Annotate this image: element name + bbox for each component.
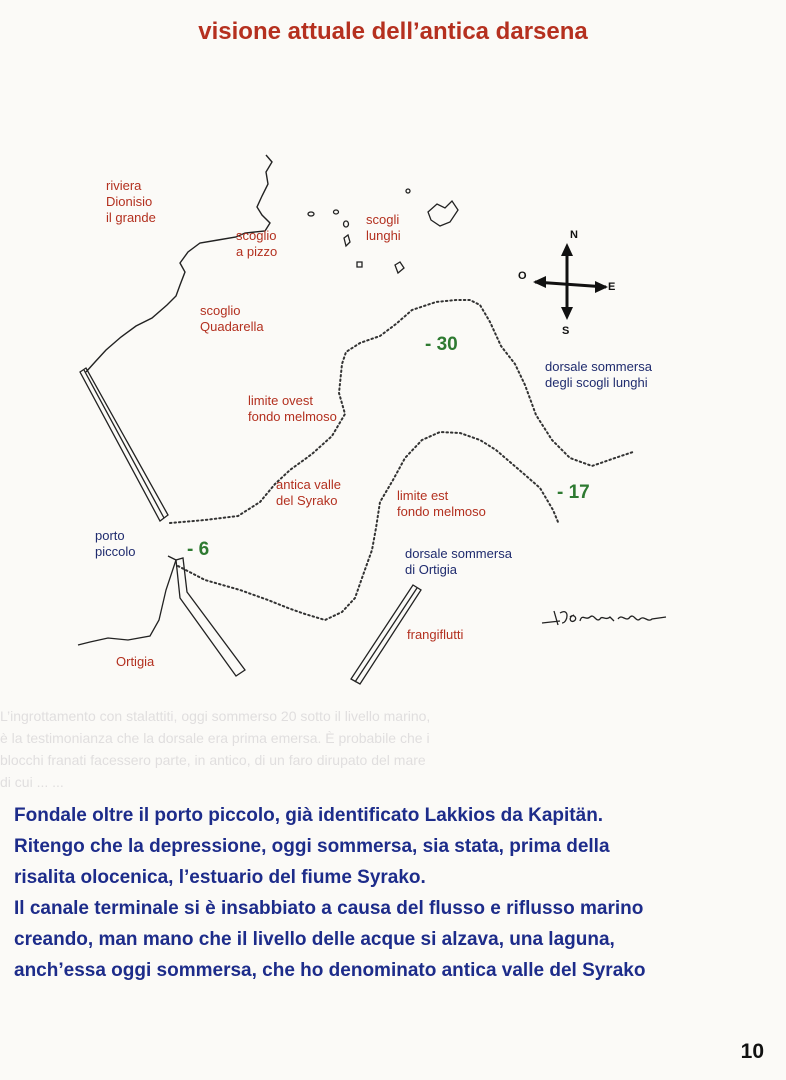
label-limite-ovest: limite ovest fondo melmoso <box>248 393 337 424</box>
label-scogli-lunghi: scogli lunghi <box>366 212 401 243</box>
depth-contours <box>170 300 633 620</box>
caption-line: creando, man mano che il livello delle acque si alzava, una laguna, <box>14 929 615 950</box>
caption-line: Il canale terminale si è insabbiato a causa del flusso e riflusso marino <box>14 898 644 919</box>
west-breakwater <box>80 368 168 521</box>
depth-30: - 30 <box>425 334 458 355</box>
label-antica-valle: antica valle del Syrako <box>276 477 342 508</box>
compass-o: O <box>518 270 527 282</box>
label-ortigia: Ortigia <box>116 654 155 669</box>
label-porto-piccolo: porto piccolo <box>95 528 136 559</box>
compass-s: S <box>562 325 570 337</box>
depth-6: - 6 <box>187 539 210 560</box>
label-scoglio-a-pizzo: scoglio a pizzo <box>236 228 278 259</box>
ortigia-coast <box>78 556 245 676</box>
contour-limite-est <box>178 432 558 620</box>
label-frangiflutti: frangiflutti <box>407 627 464 642</box>
label-limite-est: limite est fondo melmoso <box>397 488 486 519</box>
page-title: visione attuale dell’antica darsena <box>198 18 588 45</box>
caption-line: anch’essa oggi sommersa, che ho denominato antica valle del Syrako <box>14 960 646 981</box>
bleed-through-text: L’ingrottamento con stalattiti, oggi sommerso 20 sotto il livello marino, è la testimonianza che la dorsale era prima emersa. È probabile che i blocchi franati facessero parte, in antico, di un faro dirupato del mare di cui ... ... <box>0 708 431 790</box>
label-dorsale-scogli-lunghi: dorsale sommersa degli scogli lunghi <box>545 359 652 390</box>
label-scoglio-quadarella: scoglio Quadarella <box>200 303 264 334</box>
compass-n: N <box>570 229 578 241</box>
compass-rose-icon <box>533 243 608 320</box>
compass-e: E <box>608 281 616 293</box>
depth-17: - 17 <box>557 482 590 503</box>
caption-text <box>14 800 779 986</box>
page-number: 10 <box>740 1040 764 1063</box>
caption-line: risalita olocenica, l’estuario del fiume Syrako. <box>14 867 426 888</box>
label-riviera-dionisio: riviera Dionisio il grande <box>106 178 156 225</box>
caption-line: Ritengo che la depressione, oggi sommersa, sia stata, prima della <box>14 836 610 857</box>
caption-line: Fondale oltre il porto piccolo, già identificato Lakkios da Kapitän. <box>14 805 604 826</box>
signature-mark <box>540 603 670 633</box>
label-dorsale-ortigia: dorsale sommersa di Ortigia <box>405 546 512 577</box>
